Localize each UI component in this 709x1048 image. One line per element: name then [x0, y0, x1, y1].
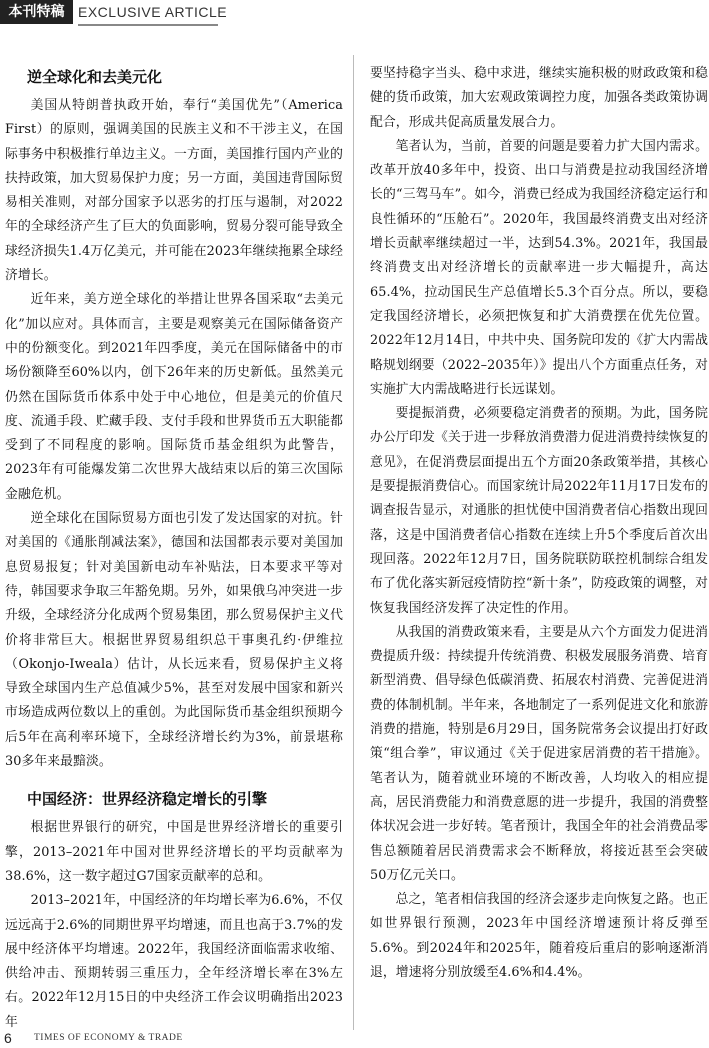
paragraph: 美国从特朗普执政开始，奉行“美国优先”（America First）的原则，强调美国的民族主义和不干涉主义，在国际事务中积极推行单边主义。一方面，美国推行国内产业的扶持政策，加大贸易保护力度；另一方面，美国违背国际贸易相关准则，对部分国家予以恶劣的打压与遏制，对2022年的全球经济产生了巨大的负面影响，贸易分裂可能导致全球经济损失1.4万亿美元，并可能在2023年继续拖累全球经济增长。: [5, 98, 343, 284]
paragraph-continued: 要坚持稳字当头、稳中求进，继续实施积极的财政政策和稳健的货币政策，加大宏观政策调控力度，加强各类政策协调配合，形成共促高质量发展合力。: [370, 66, 708, 130]
paragraph: 根据世界银行的研究，中国是世界经济增长的重要引擎，2013–2021年中国对世界经济增长的平均贡献率为38.6%，这一数字超过G7国家贡献率的总和。: [5, 820, 343, 884]
section-english-label: EXCLUSIVE ARTICLE: [78, 4, 228, 20]
paragraph: 笔者认为，当前，首要的问题是要着力扩大国内需求。改革开放40多年中，投资、出口与消费是拉动我国经济增长的“三驾马车”。如今，消费已经成为我国经济稳定运行和良性循环的“压舱石”。2020年，我国最终消费支出对经济增长贡献率继续超过一半，达到54.3%。2021年，我国最终消费支出对经济增长的贡献率进一步大幅提升，高达65.4%，拉动国民生产总值增长5.3个百分点。所以，要稳定我国经济增长，必须把恢复和扩大消费摆在优先位置。2022年12月14日，中共中央、国务院印发的《扩大内需战略规划纲要（2022–2035年）》提出八个方面重点任务，对实施扩大内需战略进行长远谋划。: [370, 138, 708, 397]
paragraph: 近年来，美方逆全球化的举措让世界各国采取“去美元化”加以应对。具体而言，主要是观察美元在国际储备资产中的份额变化。到2021年四季度，美元在国际储备中的市场份额降至60%以内，创下26年来的历史新低。虽然美元仍然在国际货币体系中处于中心地位，但是美元的价值尺度、流通手段、贮藏手段、支付手段和世界货币五大职能都受到了不同程度的影响。国际货币基金组织为此警告，2023年有可能爆发第二次世界大战结束以后的第三次国际金融危机。: [5, 292, 343, 502]
section-heading-deglobalization: 逆全球化和去美元化: [27, 68, 163, 86]
right-column: [370, 62, 708, 985]
header-underline: [78, 24, 218, 26]
magazine-name: TIMES OF ECONOMY & TRADE: [34, 1033, 183, 1043]
paragraph: 2013–2021年，中国经济的年均增长率为6.6%，不仅远远高于2.6%的同期世界平均增速，而且也高于3.7%的发展中经济体平均增速。2022年，我国经济面临需求收缩、供给冲击、预期转弱三重压力，全年经济增长率在3%左右。2022年12月15日的中央经济工作会议明确指出2023年: [5, 893, 343, 1030]
paragraph: 总之，笔者相信我国的经济会逐步走向恢复之路。也正如世界银行预测，2023年中国经济增速预计将反弹至5.6%。到2024年和2025年，随着疫后重启的影响逐渐消退，增速将分别放缓至4.6%和4.4%。: [370, 892, 708, 980]
page-footer: [0, 1028, 709, 1048]
page-number: 6: [4, 1030, 12, 1046]
column-divider: [353, 55, 354, 1030]
paragraph: 从我国的消费政策来看，主要是从六个方面发力促进消费提质升级：持续提升传统消费、积极发展服务消费、培育新型消费、倡导绿色低碳消费、拓展农村消费、完善促进消费的体制机制。半年来，各地制定了一系列促进文化和旅游消费的措施，特别是6月29日，国务院常务会议提出打好政策“组合拳”，审议通过《关于促进家居消费的若干措施》。笔者认为，随着就业环境的不断改善，人均收入的相应提高，居民消费能力和消费意愿的进一步提升，我国的消费整体状况会进一步好转。笔者预计，我国全年的社会消费品零售总额随着居民消费需求会不断释放，将接近甚至会突破50万亿元关口。: [370, 624, 708, 883]
left-column: [5, 58, 343, 1035]
paragraph: 逆全球化在国际贸易方面也引发了发达国家的对抗。针对美国的《通胀削减法案》，德国和法国都表示要对美国加息贸易报复；针对美国新电动车补贴法，日本要求平等对待，韩国要求争取三年豁免期。另外，如果俄乌冲突进一步升级，全球经济分化成两个贸易集团，那么贸易保护主义代价将非常巨大。根据世界贸易组织总干事奥孔约·伊维拉（Okonjo-Iweala）估计，从长远来看，贸易保护主义将导致全球国内生产总值减少5%，甚至对发展中国家和新兴市场造成两位数以上的重创。为此国际货币基金组织预期今后5年在高利率环境下，全球经济增长约为3%，前景堪称30多年来最黯淡。: [5, 511, 343, 770]
page-header: [0, 0, 709, 28]
paragraph: 要提振消费，必须要稳定消费者的预期。为此，国务院办公厅印发《关于进一步释放消费潜力促进消费持续恢复的意见》，在促消费层面提出五个方面20条政策举措，其核心是要提振消费信心。而国家统计局2022年11月17日发布的调查报告显示，对通胀的担忧使中国消费者信心指数出现回落，这是中国消费者信心指数在连续上升5个季度后首次出现回落。2022年12月7日，国务院联防联控机制综合组发布了优化落实新冠疫情防控“新十条”，防疫政策的调整，对恢复我国经济发挥了决定性的作用。: [370, 406, 708, 616]
section-heading-china-economy: 中国经济：世界经济稳定增长的引擎: [27, 790, 268, 809]
section-tab: 本刊特稿: [0, 0, 73, 24]
